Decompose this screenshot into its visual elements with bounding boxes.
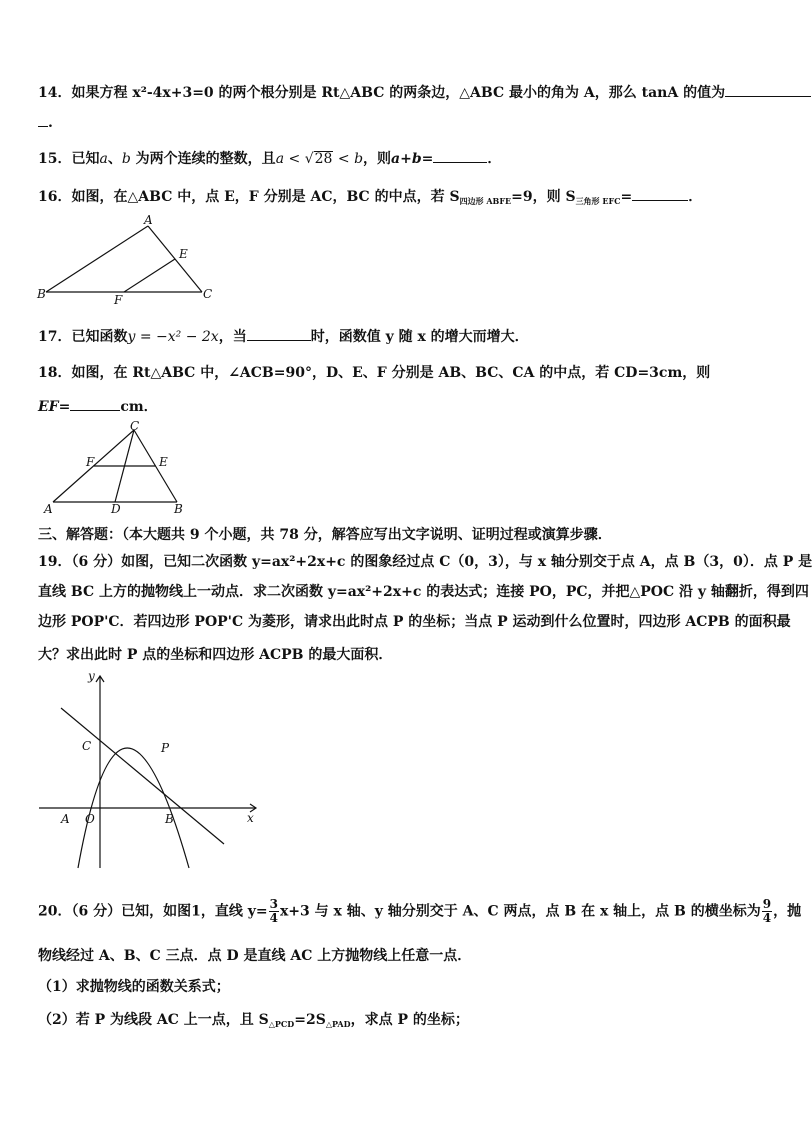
q18-figure — [34, 418, 194, 518]
q16-label-a: A — [144, 213, 153, 227]
q19-label-p: P — [161, 741, 170, 755]
q20-line1 — [38, 898, 801, 925]
q15-ineq-b: b — [354, 151, 364, 167]
q19-text-4: 大？求出此时 P 点的坐标和四边形 ACPB 的最大面积． — [38, 647, 393, 663]
q19-label-c: C — [82, 739, 92, 753]
q16-label-f: F — [114, 293, 123, 307]
q15-lt1: < — [284, 151, 305, 167]
q20-b-fraction — [762, 898, 772, 925]
q15-line: 15．已知a、b 为两个连续的整数，且a < √28 < b，则a+b= ． — [38, 148, 501, 169]
q15-radicand: 28 — [314, 151, 333, 167]
q16-tail: ． — [688, 189, 703, 205]
q19-line2 — [38, 582, 809, 602]
q20-slope-denominator: 4 — [269, 911, 278, 925]
q14-answer-blank — [725, 82, 811, 97]
q18-label-e: E — [159, 455, 168, 469]
q16-line — [38, 186, 702, 211]
q19-label-b: B — [165, 812, 174, 826]
q16-side-ba — [46, 226, 148, 292]
q19-line3 — [38, 612, 791, 632]
q19-label-o: O — [85, 812, 95, 826]
q20-slope-numerator: 3 — [269, 897, 278, 911]
q15-eq: = — [421, 151, 434, 167]
q16-answer-blank — [632, 186, 688, 201]
q14-line2 — [38, 112, 53, 133]
q18-ef: EF= — [38, 399, 71, 415]
q16-sub-abfe: 四边形 ABFE — [459, 196, 512, 206]
q15-expr: a+b — [391, 151, 422, 167]
q18-answer-blank — [70, 396, 120, 411]
q20-part1-text: （1）求抛物线的函数关系式； — [38, 979, 230, 995]
q15-ineq-a: a — [275, 151, 285, 167]
q14-tail: . — [48, 115, 53, 131]
q14-answer-blank-cont — [38, 112, 48, 127]
q19-text-1: 19．（6 分）如图，已知二次函数 y=ax²+2x+c 的图象经过点 C（0，3），与 x 轴分别交于点 A，点 B（3，0）．点 P 是 — [38, 554, 812, 570]
q20-pre: 20．（6 分）已知，如图1，直线 y= — [38, 903, 268, 920]
q16-label-e: E — [179, 247, 188, 261]
q18-label-b: B — [174, 502, 183, 516]
q20-b-denominator: 4 — [762, 911, 772, 925]
q15-answer-blank — [433, 148, 487, 163]
q20-b-numerator: 9 — [762, 897, 772, 911]
q17-pre: 17．已知函数 — [38, 329, 128, 345]
q18-line2 — [38, 396, 158, 417]
section-3-heading — [38, 525, 612, 545]
q16-eq: = — [620, 189, 633, 205]
q20-mid: x+3 与 x 轴、y 轴分别交于 A、C 两点，点 B 在 x 轴上，点 B 的横坐标为 — [279, 903, 761, 920]
q17-mid: ，当 — [218, 329, 247, 345]
q17-answer-blank — [247, 326, 311, 341]
q19-figure — [34, 668, 260, 872]
q17-function: y = −x² − 2x — [127, 329, 219, 345]
section-3-text: 三、解答题：（本大题共 9 个小题，共 78 分，解答应写出文字说明、证明过程或演算步骤． — [38, 527, 612, 543]
q18-line — [38, 363, 710, 383]
q18-unit: cm． — [120, 399, 158, 415]
q19-text-3: 边形 POP'C．若四边形 POP'C 为菱形，请求出此时点 P 的坐标；当点 P 运动到什么位置时，四边形 ACPB 的面积最 — [38, 614, 791, 630]
q15-tail: ． — [487, 151, 502, 167]
q20-part2-pre: （2）若 P 为线段 AC 上一点，且 S — [38, 1012, 269, 1028]
q20-text-2: 物线经过 A、B、C 三点．点 D 是直线 AC 上方抛物线上任意一点． — [38, 948, 472, 964]
q16-mid: =9，则 S — [511, 189, 576, 205]
q16-label-c: C — [203, 287, 213, 301]
q16-pre: 16．如图，在△ABC 中，点 E，F 分别是 AC，BC 的中点，若 S — [38, 189, 460, 205]
q20-part2 — [38, 1010, 469, 1034]
q19-label-a: A — [61, 812, 70, 826]
q20-line2 — [38, 946, 471, 966]
q16-figure — [34, 214, 224, 308]
q18-label-a: A — [44, 502, 53, 516]
q20-part2-post: ，求点 P 的坐标； — [350, 1012, 469, 1028]
q18-label-c: C — [130, 419, 140, 433]
q15-pre: 15．已知 — [38, 151, 100, 167]
q20-part1 — [38, 977, 230, 997]
q18-text: 18．如图，在 Rt△ABC 中，∠ACB=90°，D、E、F 分别是 AB、BC、CA 的中点，若 CD=3cm，则 — [38, 365, 711, 381]
q15-b: b — [121, 151, 131, 167]
q19-label-y: y — [88, 669, 95, 683]
q20-sub-pcd: △PCD — [268, 1019, 295, 1029]
q18-label-f: F — [86, 455, 95, 469]
q15-sep: 、 — [107, 151, 122, 167]
q16-label-b: B — [37, 287, 46, 301]
q20-part2-mid: =2S — [294, 1012, 326, 1028]
q16-sub-efc: 三角形 EFC — [575, 196, 621, 206]
q14-line — [38, 82, 811, 103]
q18-label-d: D — [111, 502, 121, 516]
q19-line4 — [38, 645, 392, 665]
q19-line1 — [38, 552, 812, 572]
q20-slope-fraction — [269, 898, 279, 925]
q19-text-2: 直线 BC 上方的抛物线上一动点．求二次函数 y=ax²+2x+c 的表达式；连接 PO，PC，并把△POC 沿 y 轴翻折，得到四 — [38, 584, 809, 600]
q15-lt2: < — [333, 151, 355, 167]
q17-post: 时，函数值 y 随 x 的增大而增大． — [310, 329, 529, 345]
q15-then: ，则 — [363, 151, 392, 167]
q19-label-x: x — [247, 811, 254, 825]
q14-text: 14．如果方程 x²-4x+3=0 的两个根分别是 Rt△ABC 的两条边，△ABC 最小的角为 A，那么 tanA 的值为 — [38, 85, 726, 101]
q20-post: ，抛 — [773, 903, 802, 920]
q17-line — [38, 326, 529, 347]
q15-mid: 为两个连续的整数，且 — [130, 151, 276, 167]
q20-sub-pad: △PAD — [325, 1019, 351, 1029]
q16-segment-ef — [124, 259, 175, 292]
q15-a: a — [99, 151, 108, 167]
